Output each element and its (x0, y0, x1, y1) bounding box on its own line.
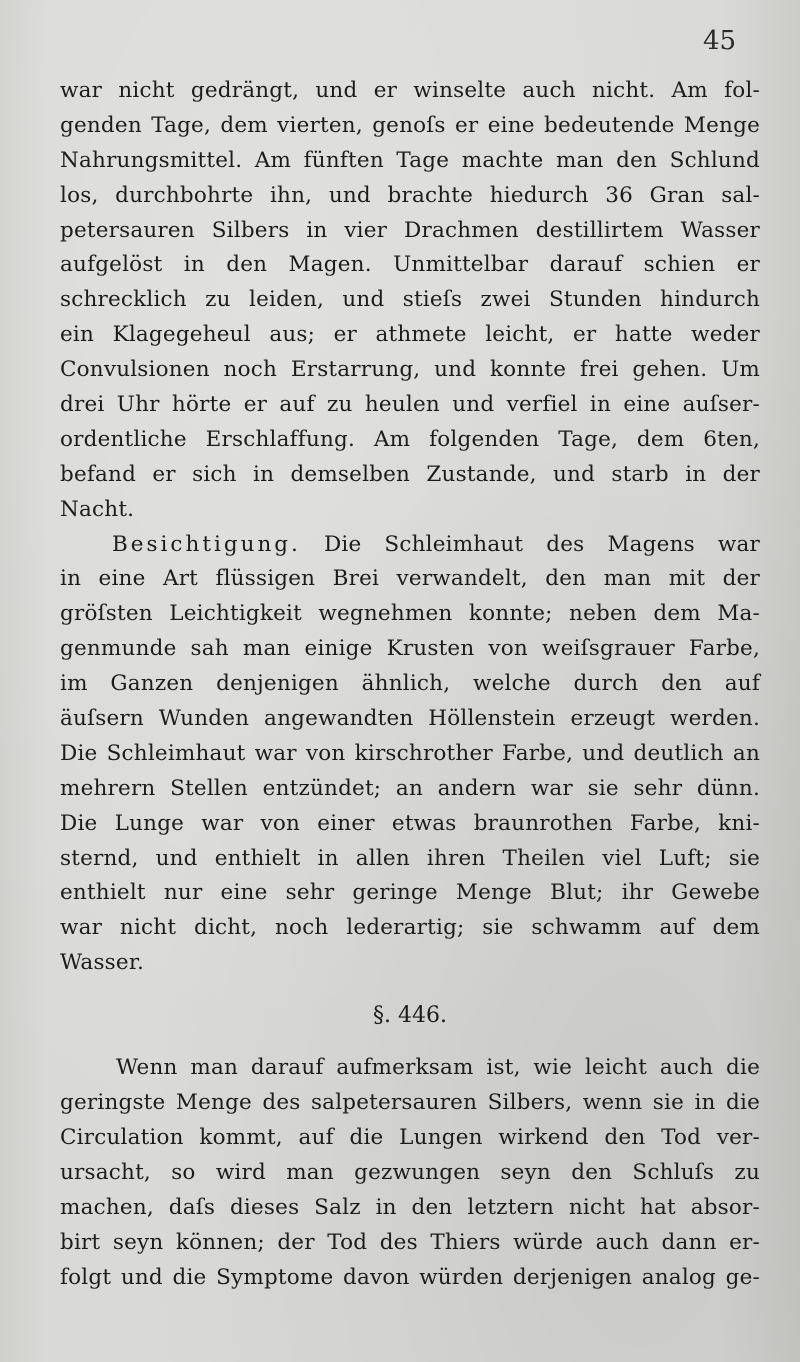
text-line: Circulation kommt, auf die Lungen wirkend den Tod ver- (60, 1124, 760, 1150)
text-line: mehrern Stellen entzündet; an andern war sie sehr dünn. (60, 775, 760, 801)
text-line: befand er sich in demselben Zustande, und starb in der (60, 461, 760, 487)
text-line: Wasser. (60, 950, 144, 976)
text-line: äuſsern Wunden angewandten Höllenstein erzeugt werden. (60, 706, 760, 732)
text-line: war nicht gedrängt, und er winselte auch nicht. Am fol- (60, 78, 760, 103)
autopsy-heading-word: Besichtigung. (112, 531, 301, 557)
text-line: machen, daſs dieses Salz in den letztern nicht hat absor- (60, 1194, 760, 1220)
text-line: Nahrungsmittel. Am fünften Tage machte man den Schlund (60, 147, 760, 173)
paragraph-autopsy (60, 528, 760, 982)
text-line: sternd, und enthielt in allen ihren Theilen viel Luft; sie (60, 845, 760, 871)
page-number: 45 (703, 26, 737, 56)
text-line: genmunde sah man einige Krusten von weiſsgrauer Farbe, (60, 636, 760, 662)
text-line: Die Lunge war von einer etwas braunrothen Farbe, kni- (60, 810, 760, 836)
section-heading: §. 446. (373, 1003, 447, 1029)
text-line: in eine Art flüssigen Brei verwandelt, den man mit der (60, 566, 760, 592)
text-line: ein Klagegeheul aus; er athmete leicht, er hatte weder (60, 322, 760, 348)
text-line: ursacht, so wird man gezwungen seyn den Schluſs zu (60, 1159, 760, 1185)
paragraph-case-report (60, 74, 760, 528)
text-line: aufgelöst in den Magen. Unmittelbar darauf schien er (60, 252, 760, 278)
text-line: Convulsionen noch Erstarrung, und konnte frei gehen. Um (60, 357, 760, 383)
text-line: Wenn man darauf aufmerksam ist, wie leicht auch die (116, 1055, 760, 1081)
text-line: petersauren Silbers in vier Drachmen destillirtem Wasser (60, 217, 760, 243)
text-line: im Ganzen denjenigen ähnlich, welche durch den auf (60, 671, 760, 697)
text-line: enthielt nur eine sehr geringe Menge Blut; ihr Gewebe (60, 880, 760, 906)
text-line: genden Tage, dem vierten, genoſs er eine bedeutende Menge (60, 112, 760, 138)
text-line: drei Uhr hörte er auf zu heulen und verfiel in eine auſser- (60, 392, 760, 418)
text-line: gröſsten Leichtigkeit wegnehmen konnte; neben dem Ma- (60, 601, 760, 627)
text-line: schrecklich zu leiden, und stieſs zwei Stunden hindurch (60, 287, 760, 313)
text-line: geringste Menge des salpetersauren Silbers, wenn sie in die (60, 1090, 760, 1116)
text-line: Nacht. (60, 496, 135, 522)
text-line-rest: Die Schleimhaut des Magens war (323, 531, 760, 557)
text-line: ordentliche Erschlaffung. Am folgenden Tage, dem 6ten, (60, 426, 760, 452)
page-text (60, 74, 760, 1295)
paragraph-discussion (60, 1051, 760, 1295)
text-line: folgt und die Symptome davon würden derjenigen analog ge- (60, 1264, 760, 1290)
text-line: war nicht dicht, noch lederartig; sie schwamm auf dem (60, 915, 760, 941)
text-line (60, 528, 760, 563)
text-line: los, durchbohrte ihn, und brachte hiedurch 36 Gran sal- (60, 182, 760, 208)
text-line: Die Schleimhaut war von kirschrother Farbe, und deutlich an (60, 740, 760, 766)
text-line: birt seyn können; der Tod des Thiers würde auch dann er- (60, 1229, 760, 1255)
